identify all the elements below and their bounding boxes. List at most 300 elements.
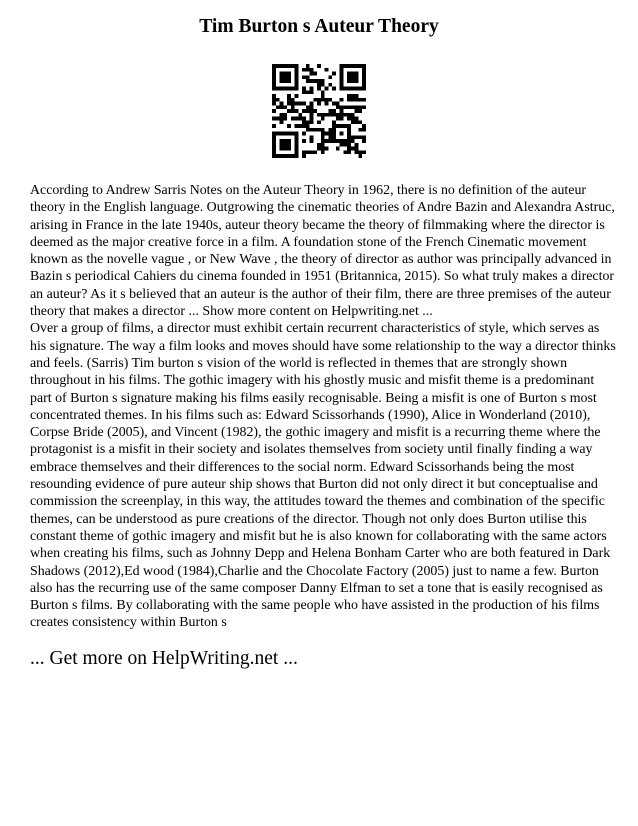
qr-module [325, 87, 329, 91]
qr-module [347, 132, 351, 136]
qr-module [358, 105, 362, 109]
qr-module [306, 109, 310, 113]
qr-module [347, 79, 351, 83]
qr-module [332, 128, 336, 132]
qr-module [302, 90, 306, 94]
qr-module [358, 120, 362, 124]
qr-module [355, 98, 359, 102]
qr-module [291, 98, 295, 102]
qr-module [291, 109, 295, 113]
qr-module [355, 135, 359, 139]
qr-module [295, 68, 299, 72]
qr-module [351, 75, 355, 79]
qr-module [306, 79, 310, 83]
qr-module [287, 102, 291, 106]
qr-module [272, 135, 276, 139]
qr-module [280, 139, 284, 143]
qr-module [280, 132, 284, 136]
qr-module [272, 102, 276, 106]
qr-module [302, 139, 306, 143]
qr-module [310, 72, 314, 76]
qr-module [328, 83, 332, 87]
qr-module [355, 120, 359, 124]
qr-module [328, 128, 332, 132]
qr-module [276, 98, 280, 102]
qr-module [306, 68, 310, 72]
qr-module [280, 147, 284, 151]
qr-module [358, 98, 362, 102]
qr-module [358, 154, 362, 158]
qr-module [321, 94, 325, 98]
document-title: Tim Burton s Auteur Theory [199, 16, 439, 37]
qr-module [340, 124, 344, 128]
qr-module [321, 79, 325, 83]
qr-module [332, 113, 336, 117]
qr-module [355, 94, 359, 98]
qr-module [283, 105, 287, 109]
qr-module [343, 113, 347, 117]
qr-module [283, 132, 287, 136]
qr-module [355, 105, 359, 109]
qr-module [310, 135, 314, 139]
qr-module [313, 79, 317, 83]
qr-module [347, 124, 351, 128]
qr-module [280, 105, 284, 109]
qr-module [347, 135, 351, 139]
qr-module [295, 139, 299, 143]
qr-module [343, 87, 347, 91]
qr-module [317, 113, 321, 117]
qr-module [317, 64, 321, 68]
qr-module [336, 147, 340, 151]
qr-module [355, 117, 359, 121]
qr-module [362, 135, 366, 139]
qr-module [332, 132, 336, 136]
qr-module [340, 117, 344, 121]
qr-module [280, 113, 284, 117]
qr-module [295, 150, 299, 154]
qr-module [328, 75, 332, 79]
qr-module [291, 154, 295, 158]
qr-module [306, 90, 310, 94]
qr-module [347, 64, 351, 68]
qr-module [302, 102, 306, 106]
qr-module [362, 83, 366, 87]
qr-module [287, 109, 291, 113]
qr-module [313, 128, 317, 132]
qr-module [310, 87, 314, 91]
qr-module [283, 147, 287, 151]
qr-module [272, 79, 276, 83]
qr-module [291, 64, 295, 68]
qr-module [355, 79, 359, 83]
qr-module [317, 128, 321, 132]
qr-module [355, 72, 359, 76]
qr-module [283, 87, 287, 91]
qr-module [347, 87, 351, 91]
qr-module [325, 132, 329, 136]
qr-module [351, 120, 355, 124]
qr-module [276, 117, 280, 121]
qr-module [362, 124, 366, 128]
qr-module [313, 98, 317, 102]
qr-module [340, 143, 344, 147]
qr-module [336, 113, 340, 117]
qr-module [287, 72, 291, 76]
qr-module [272, 83, 276, 87]
qr-module [336, 139, 340, 143]
qr-module [351, 64, 355, 68]
qr-module [328, 132, 332, 136]
qr-module [287, 147, 291, 151]
qr-module [291, 102, 295, 106]
qr-module [317, 87, 321, 91]
qr-module [362, 75, 366, 79]
qr-module [355, 147, 359, 151]
qr-module [355, 143, 359, 147]
qr-module [313, 150, 317, 154]
qr-module [347, 147, 351, 151]
qr-module [317, 83, 321, 87]
qr-module [351, 79, 355, 83]
qr-module [347, 128, 351, 132]
qr-module [302, 154, 306, 158]
qr-module [355, 75, 359, 79]
qr-module [321, 113, 325, 117]
qr-module [306, 75, 310, 79]
qr-module [272, 64, 276, 68]
qr-module [302, 87, 306, 91]
qr-module [287, 79, 291, 83]
qr-module [343, 139, 347, 143]
qr-module [295, 64, 299, 68]
qr-module [347, 94, 351, 98]
qr-module [280, 79, 284, 83]
qr-module [291, 87, 295, 91]
qr-module [351, 94, 355, 98]
qr-module [306, 105, 310, 109]
qr-module [306, 120, 310, 124]
qr-module [343, 124, 347, 128]
qr-module [283, 139, 287, 143]
qr-module [325, 147, 329, 151]
qr-module [328, 98, 332, 102]
qr-module [302, 150, 306, 154]
qr-code-graphic [272, 64, 366, 158]
qr-module [272, 75, 276, 79]
qr-module [302, 75, 306, 79]
qr-module [295, 102, 299, 106]
qr-module [272, 117, 276, 121]
qr-module [332, 120, 336, 124]
qr-module [355, 150, 359, 154]
qr-module [351, 147, 355, 151]
qr-module [313, 72, 317, 76]
qr-module [295, 83, 299, 87]
qr-module [287, 64, 291, 68]
qr-module [321, 147, 325, 151]
qr-module [358, 135, 362, 139]
qr-module [336, 124, 340, 128]
qr-module [355, 87, 359, 91]
qr-module [272, 150, 276, 154]
qr-module [298, 102, 302, 106]
qr-module [302, 109, 306, 113]
qr-module [340, 68, 344, 72]
qr-module [272, 147, 276, 151]
qr-module [280, 75, 284, 79]
qr-module [340, 75, 344, 79]
qr-module [325, 139, 329, 143]
qr-module [317, 102, 321, 106]
qr-module [343, 105, 347, 109]
qr-module [325, 113, 329, 117]
qr-module [321, 143, 325, 147]
qr-module [347, 150, 351, 154]
qr-module [340, 98, 344, 102]
qr-module [332, 102, 336, 106]
qr-module [280, 120, 284, 124]
qr-module [358, 128, 362, 132]
qr-module [340, 64, 344, 68]
qr-module [340, 139, 344, 143]
qr-module [272, 98, 276, 102]
qr-module [272, 109, 276, 113]
qr-module [295, 135, 299, 139]
qr-module [295, 79, 299, 83]
document-body [30, 182, 616, 632]
qr-module [340, 105, 344, 109]
qr-module [298, 124, 302, 128]
qr-module [298, 117, 302, 121]
qr-module [340, 72, 344, 76]
qr-module [340, 79, 344, 83]
qr-module [287, 94, 291, 98]
qr-module [332, 124, 336, 128]
qr-module [291, 117, 295, 121]
qr-module [283, 143, 287, 147]
qr-module [287, 87, 291, 91]
qr-module [310, 68, 314, 72]
qr-module [287, 98, 291, 102]
qr-module [362, 139, 366, 143]
qr-module [328, 109, 332, 113]
qr-module [287, 143, 291, 147]
qr-module [272, 94, 276, 98]
qr-module [280, 154, 284, 158]
qr-module [343, 143, 347, 147]
qr-module [306, 128, 310, 132]
qr-module [321, 135, 325, 139]
qr-module [328, 113, 332, 117]
qr-module [302, 120, 306, 124]
qr-module [358, 87, 362, 91]
qr-module [336, 117, 340, 121]
qr-module [283, 79, 287, 83]
qr-module [283, 72, 287, 76]
qr-module [317, 98, 321, 102]
qr-module [310, 102, 314, 106]
get-more-link[interactable]: ... Get more on HelpWriting.net ... [30, 648, 298, 669]
qr-module [272, 87, 276, 91]
qr-module [280, 64, 284, 68]
qr-module [325, 102, 329, 106]
qr-module [272, 124, 276, 128]
qr-module [295, 147, 299, 151]
qr-module [295, 94, 299, 98]
qr-module [306, 124, 310, 128]
qr-module [347, 72, 351, 76]
qr-module [347, 117, 351, 121]
qr-module [321, 117, 325, 121]
qr-module [302, 68, 306, 72]
qr-module [276, 105, 280, 109]
qr-module [276, 154, 280, 158]
qr-module [351, 139, 355, 143]
qr-module [310, 120, 314, 124]
qr-module [347, 105, 351, 109]
qr-module [283, 154, 287, 158]
qr-module [347, 143, 351, 147]
qr-module [351, 87, 355, 91]
qr-module [362, 150, 366, 154]
qr-module [340, 83, 344, 87]
qr-module [295, 143, 299, 147]
qr-module [280, 143, 284, 147]
qr-module [310, 79, 314, 83]
qr-module [280, 72, 284, 76]
qr-module [343, 64, 347, 68]
qr-module [306, 150, 310, 154]
qr-module [302, 124, 306, 128]
qr-module [321, 90, 325, 94]
qr-module [332, 109, 336, 113]
qr-module [298, 113, 302, 117]
qr-module [340, 132, 344, 136]
qr-module [328, 135, 332, 139]
qr-module [362, 64, 366, 68]
qr-module [302, 117, 306, 121]
qr-module [362, 68, 366, 72]
qr-module [283, 64, 287, 68]
qr-module [310, 90, 314, 94]
qr-module [283, 75, 287, 79]
qr-module [310, 109, 314, 113]
qr-module [295, 87, 299, 91]
qr-module [283, 117, 287, 121]
qr-module [310, 105, 314, 109]
qr-module [351, 135, 355, 139]
qr-module [272, 139, 276, 143]
qr-module [276, 132, 280, 136]
qr-module [310, 128, 314, 132]
qr-module [317, 79, 321, 83]
qr-module [351, 113, 355, 117]
qr-module [362, 79, 366, 83]
qr-module [336, 102, 340, 106]
qr-module [358, 109, 362, 113]
qr-module [272, 154, 276, 158]
qr-module [328, 139, 332, 143]
qr-module [295, 124, 299, 128]
qr-module [272, 132, 276, 136]
qr-module [332, 72, 336, 76]
qr-module [340, 113, 344, 117]
qr-module [287, 154, 291, 158]
qr-module [355, 64, 359, 68]
qr-code-icon [272, 64, 366, 158]
qr-module [340, 87, 344, 91]
qr-module [355, 109, 359, 113]
qr-module [280, 87, 284, 91]
qr-module [321, 83, 325, 87]
qr-module [321, 128, 325, 132]
qr-module [291, 105, 295, 109]
qr-module [347, 113, 351, 117]
qr-module [310, 139, 314, 143]
qr-module [347, 98, 351, 102]
qr-module [358, 150, 362, 154]
qr-module [321, 98, 325, 102]
qr-module [295, 132, 299, 136]
qr-module [358, 64, 362, 68]
qr-module [340, 109, 344, 113]
qr-module [347, 75, 351, 79]
qr-module [276, 87, 280, 91]
qr-module [306, 64, 310, 68]
qr-module [362, 105, 366, 109]
qr-module [291, 132, 295, 136]
qr-module [351, 72, 355, 76]
body-paragraph-2: Over a group of films, a director must exhibit certain recurrent characteristics of style, which serves as his signature. The way a film looks and moves should have some relationship to the way a director thinks and feels. (Sarris) Tim burton s vision of the world is reflected in themes that are strongly shown throughout in his films. The gothic imagery with his ghostly music and misfit theme is a predominant part of Burton s signature making his films easily recognisable. Being a misfit is one of Burton s most concentrated themes. In his films such as: Edward Scissorhands (1990), Alice in Wonderland (2010), Corpse Bride (2005), and Vincent (1982), the gothic imagery and misfit is a recurring theme where the protagonist is a misfit in their society and isolates themselves from society until finally finding a way embrace themselves and their differences to the social norm. Edward Scissorhands being the most resounding evidence of pure auteur ship shows that Burton did not only direct it but conceptualise and commission the screenplay, in this way, the attitudes toward the themes and combination of the specific themes, can be understood as pure creations of the director. Though not only does Burton utilise this constant theme of gothic imagery and misfit but he is also known for collaborating with the same actors when creating his films, such as Johnny Depp and Helena Bonham Carter who are both featured in Dark Shadows (2012),Ed wood (1984),Charlie and the Chocolate Factory (2005) just to name a few. Burton also has the recurring use of the same composer Danny Elfman to set a tone that is easily recognised as Burton s films. By collaborating with the same people who have assisted in the production of his films creates consistency within Burton s [30, 321, 616, 631]
qr-module [287, 75, 291, 79]
qr-module [310, 117, 314, 121]
qr-module [280, 117, 284, 121]
qr-module [302, 132, 306, 136]
qr-module [343, 150, 347, 154]
qr-module [362, 87, 366, 91]
qr-module [287, 139, 291, 143]
qr-module [283, 113, 287, 117]
qr-module [295, 109, 299, 113]
qr-module [310, 150, 314, 154]
qr-module [362, 128, 366, 132]
qr-module [287, 132, 291, 136]
qr-module [310, 113, 314, 117]
qr-module [280, 102, 284, 106]
qr-module [347, 139, 351, 143]
qr-module [295, 154, 299, 158]
qr-module [295, 72, 299, 76]
qr-module [276, 64, 280, 68]
qr-module [317, 143, 321, 147]
qr-module [321, 139, 325, 143]
qr-module [362, 72, 366, 76]
qr-module [351, 105, 355, 109]
qr-module [272, 72, 276, 76]
qr-module [295, 117, 299, 121]
qr-module [272, 68, 276, 72]
qr-module [325, 68, 329, 72]
qr-module [351, 98, 355, 102]
body-paragraph-1: According to Andrew Sarris Notes on the Auteur Theory in 1962, there is no definition of the auteur theory in the English language. Outgrowing the cinematic theories of Andre Bazin and Alexandra Astruc, arising in France in the late 1940s, auteur theory became the theory of filmmaking where the director is deemed as the major creative force in a film. A foundation stone of the French Cinematic movement known as the novelle vague , or New Wave , the theory of director as author was principally advanced in Bazin s periodical Cahiers du cinema founded in 1951 (Britannica, 2015). So what truly makes a director an auteur? As it s believed that an auteur is the author of their film, there are three premises of the auteur theory that makes a director ... Show more content on Helpwriting.net ... [30, 183, 615, 320]
qr-module [325, 98, 329, 102]
qr-module [317, 120, 321, 124]
qr-module [336, 105, 340, 109]
qr-module [351, 117, 355, 121]
qr-module [362, 98, 366, 102]
qr-module [321, 132, 325, 136]
